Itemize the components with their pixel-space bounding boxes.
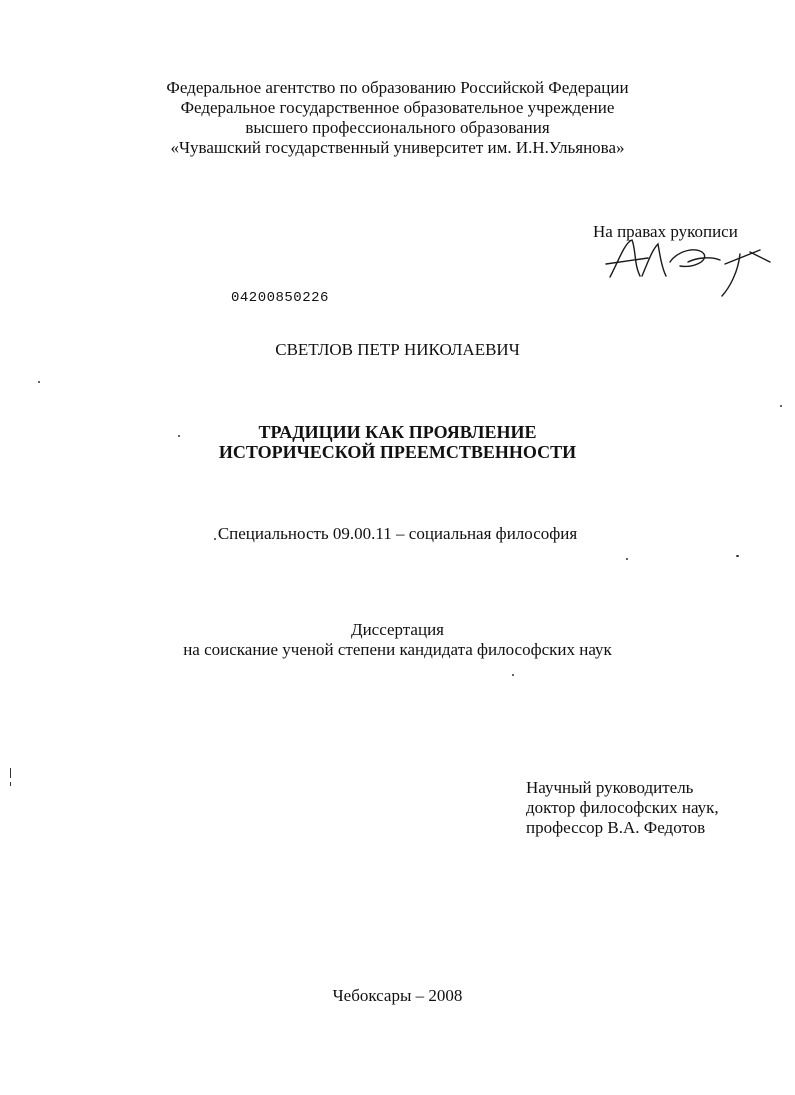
- specialty: Специальность 09.00.11 – социальная философия: [217, 524, 578, 543]
- place-year: Чебоксары – 2008: [332, 986, 463, 1005]
- supervisor-name: профессор В.А. Федотов: [526, 818, 706, 837]
- scan-speck: [512, 674, 514, 676]
- manuscript-note: На правах рукописи: [593, 222, 738, 241]
- scan-speck: [38, 381, 40, 383]
- record-number: 04200850226: [231, 290, 329, 306]
- dissertation-label: Диссертация: [350, 620, 444, 639]
- scan-speck: [214, 538, 216, 540]
- author-name: СВЕТЛОВ ПЕТР НИКОЛАЕВИЧ: [275, 340, 520, 359]
- dissertation-degree: на соискание ученой степени кандидата философских наук: [183, 640, 612, 659]
- title-line-2: ИСТОРИЧЕСКОЙ ПРЕЕМСТВЕННОСТИ: [218, 442, 577, 462]
- scan-speck: [178, 435, 180, 437]
- header-line-agency: Федеральное агентство по образованию Российской Федерации: [166, 78, 629, 97]
- supervisor-degree: доктор философских наук,: [526, 798, 719, 817]
- scan-speck: [10, 782, 11, 786]
- scan-speck: [780, 405, 782, 407]
- scan-speck: [626, 558, 628, 560]
- scan-speck: [10, 768, 11, 778]
- scan-speck: [736, 555, 739, 557]
- header-line-institution: Федеральное государственное образовательное учреждение: [180, 98, 615, 117]
- header-line-university: «Чувашский государственный университет им. И.Н.Ульянова»: [170, 138, 625, 157]
- supervisor-role: Научный руководитель: [526, 778, 694, 797]
- header-line-education: высшего профессионального образования: [245, 118, 550, 137]
- title-line-1: ТРАДИЦИИ КАК ПРОЯВЛЕНИЕ: [258, 422, 537, 442]
- signature-scribble: [600, 232, 780, 302]
